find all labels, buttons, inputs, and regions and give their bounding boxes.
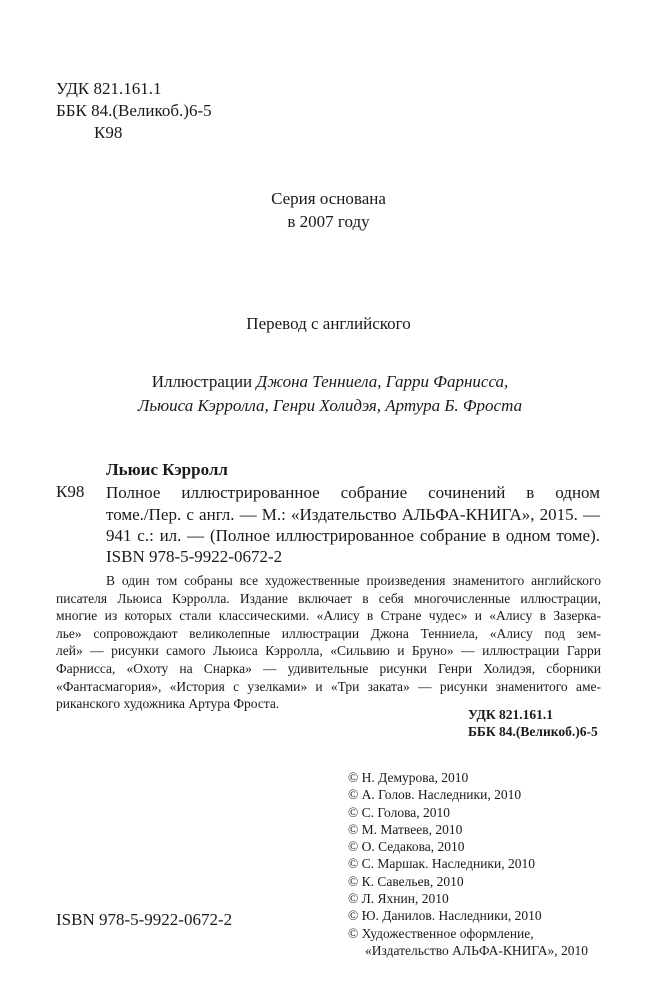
illustrators-line-1: Джона Тенниела, Гарри Фарнисса, bbox=[256, 372, 509, 391]
translation-note: Перевод с английского bbox=[246, 314, 411, 333]
catalog-code: К98 bbox=[56, 482, 85, 501]
copyright-line: © Ю. Данилов. Наследники, 2010 bbox=[348, 908, 542, 924]
illustrators-line-2: Льюиса Кэрролла, Генри Холидэя, Артура Б. Фроста bbox=[137, 396, 523, 415]
catalog-isbn: ISBN 978-5-9922-0672-2 bbox=[106, 547, 283, 566]
annotation-line: лье» сопровождают великолепные иллюстрации Джона Тенниела, «Алису под зем- bbox=[56, 625, 601, 641]
codes-right bbox=[468, 706, 598, 740]
isbn-bottom: ISBN 978-5-9922-0672-2 bbox=[56, 910, 233, 929]
annotation-line: Фарнисса, «Охоту на Снарка» — удивительные рисунки Генри Холидэя, сборники bbox=[56, 660, 601, 676]
copyright-line: © О. Седакова, 2010 bbox=[348, 839, 465, 855]
annotation-line: В один том собраны все художественные произведения знаменитого английского bbox=[106, 573, 601, 588]
catalog-author: Льюис Кэрролл bbox=[106, 460, 228, 479]
catalog-line-2: томе./Пер. с англ. — М.: «Издательство АЛЬФА-КНИГА», 2015. — bbox=[106, 504, 600, 524]
author-mark-code: К98 bbox=[94, 123, 123, 142]
catalog-line-1: Полное иллюстрированное собрание сочинений в одном bbox=[106, 483, 600, 502]
copyright-list bbox=[348, 769, 588, 959]
illustrations-credit bbox=[60, 370, 600, 418]
copyright-line: © К. Савельев, 2010 bbox=[348, 873, 464, 889]
copyright-line: © Л. Яхнин, 2010 bbox=[348, 891, 449, 907]
copyright-line: © А. Голов. Наследники, 2010 bbox=[348, 787, 522, 803]
series-line-2: в 2007 году bbox=[287, 212, 370, 231]
annotation-line: «Фантасмагория», «История с узелками» и «Три заката» — рисунки знаменитого аме- bbox=[56, 678, 601, 694]
annotation-line: многие из которых стали классическими. «Алису в Стране чудес» и «Алису в Зазерка- bbox=[56, 608, 601, 624]
copyright-line: © Н. Демурова, 2010 bbox=[348, 770, 469, 785]
annotation-line: писателя Льюиса Кэрролла. Издание включает в себя многочисленные иллюстрации, bbox=[56, 590, 601, 606]
catalog-description bbox=[106, 482, 600, 547]
copyright-line-continued: «Издательство АЛЬФА-КНИГА», 2010 bbox=[365, 942, 588, 958]
copyright-line: © С. Голова, 2010 bbox=[348, 804, 451, 820]
udk-code: УДК 821.161.1 bbox=[56, 79, 162, 98]
bbk-code-right: ББК 84.(Великоб.)6-5 bbox=[468, 724, 598, 739]
catalog-line-3: 941 с.: ил. — (Полное иллюстрированное собрание в одном томе). bbox=[106, 526, 600, 545]
illustrations-prefix: Иллюстрации bbox=[151, 372, 257, 391]
bbk-code: ББК 84.(Великоб.)6-5 bbox=[56, 101, 212, 120]
udk-code-right: УДК 821.161.1 bbox=[468, 707, 553, 722]
series-line-1: Серия основана bbox=[271, 189, 386, 208]
copyright-line: © М. Матвеев, 2010 bbox=[348, 821, 463, 837]
annotation-line: риканского художника Артура Фроста. bbox=[56, 696, 280, 712]
series-note bbox=[0, 187, 657, 233]
header-codes bbox=[56, 78, 212, 144]
copyright-line: © С. Маршак. Наследники, 2010 bbox=[348, 856, 535, 872]
annotation-line: лей» — рисунки самого Льюиса Кэрролла, «Сильвию и Бруно» — иллюстрации Гарри bbox=[56, 643, 601, 659]
annotation bbox=[56, 572, 601, 713]
copyright-line: © Художественное оформление, bbox=[348, 925, 534, 941]
